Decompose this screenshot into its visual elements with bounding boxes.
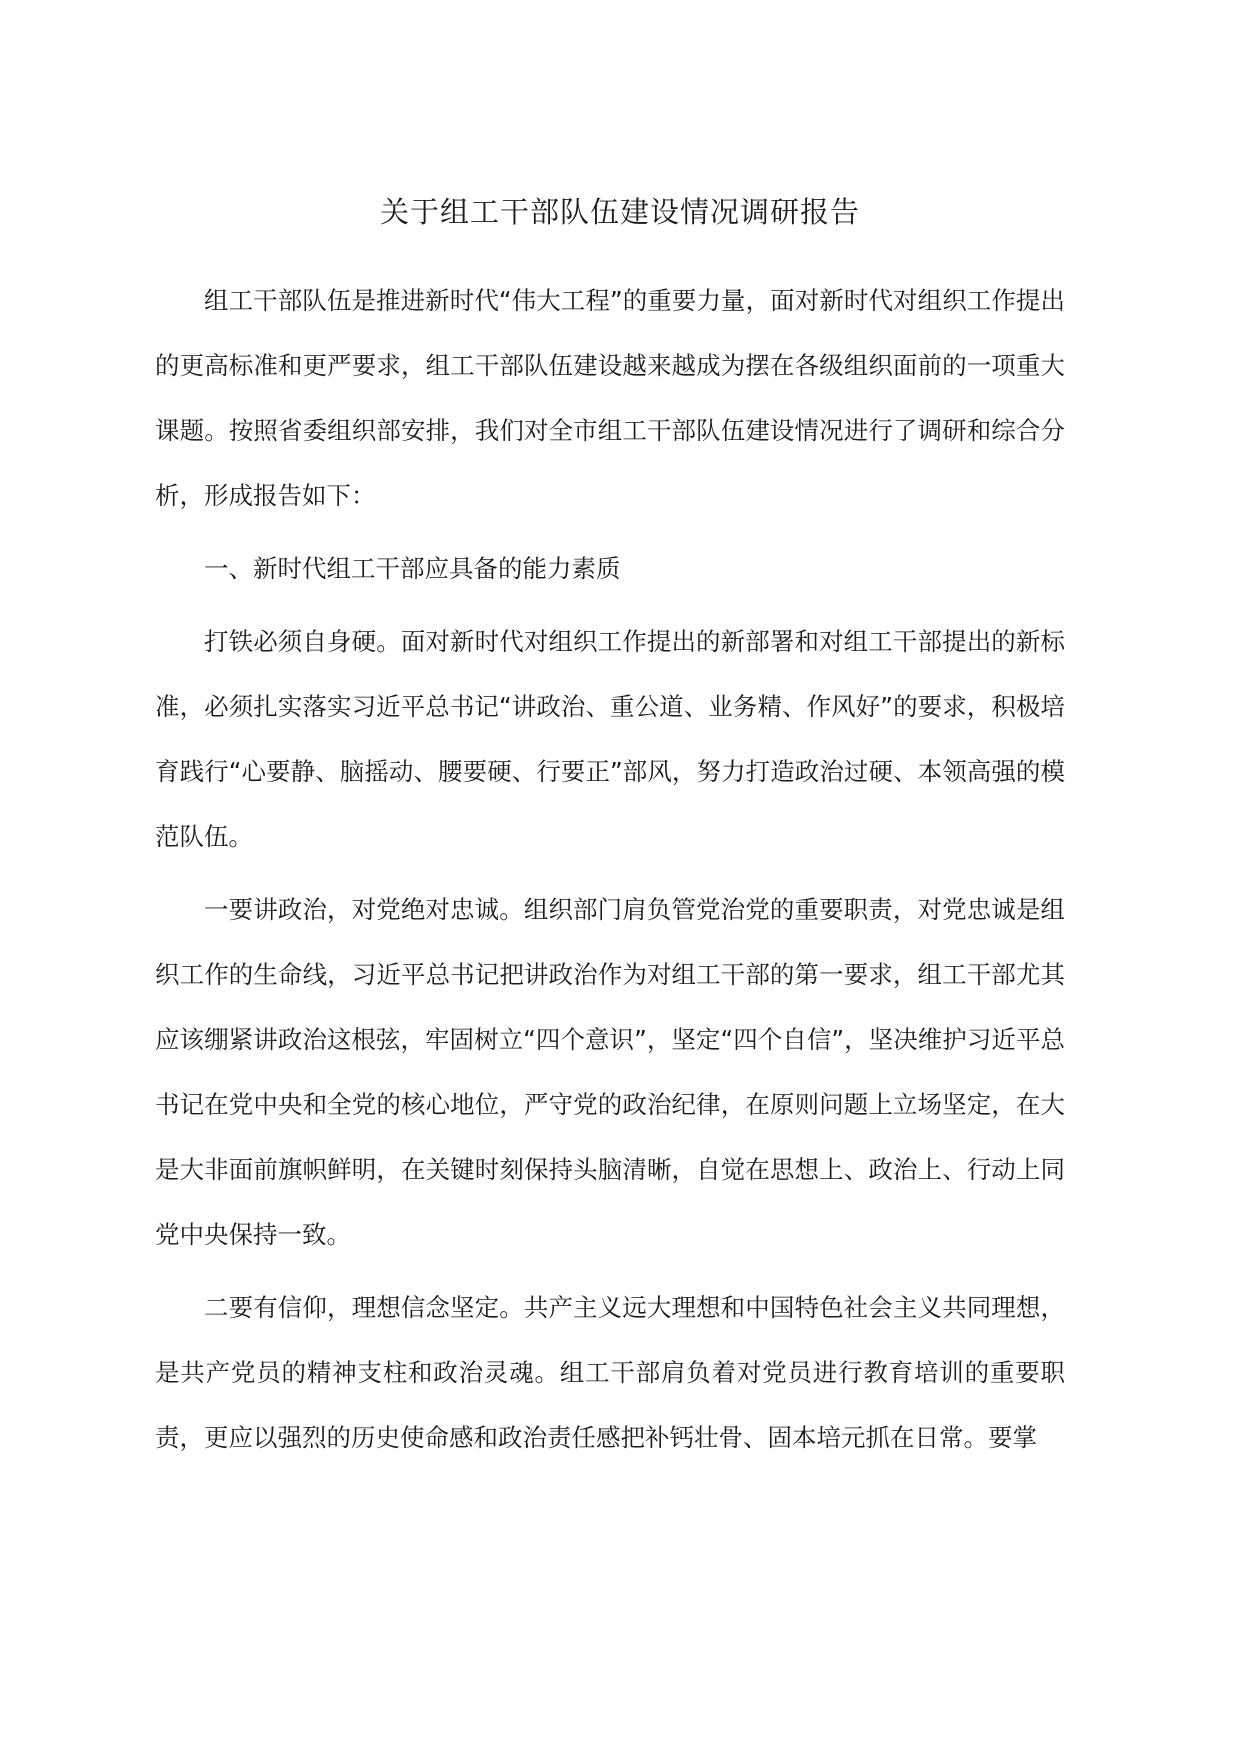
paragraph-overview: 打铁必须自身硬。面对新时代对组织工作提出的新部署和对组工干部提出的新标准，必须扎实落实习近平总书记“讲政治、重公道、业务精、作风好”的要求，积极培育践行“心要静、脑摇动、腰要硬、行要正”部风，努力打造政治过硬、本领高强的模范队伍。 xyxy=(155,627,1065,851)
section-heading-1: 一、新时代组工干部应具备的能力素质 xyxy=(204,554,621,583)
document-title: 关于组工干部队伍建设情况调研报告 xyxy=(379,195,860,229)
document-body xyxy=(155,268,1065,1478)
paragraph-point-2: 二要有信仰，理想信念坚定。共产主义远大理想和中国特色社会主义共同理想，是共产党员的精神支柱和政治灵魂。组工干部肩负着对党员进行教育培训的重要职责，更应以强烈的历史使命感和政治责任感把补钙壮骨、固本培元抓在日常。要掌 xyxy=(155,1293,1065,1452)
paragraph-intro: 组工干部队伍是推进新时代“伟大工程”的重要力量，面对新时代对组织工作提出的更高标准和更严要求，组工干部队伍建设越来越成为摆在各级组织面前的一项重大课题。按照省委组织部安排，我们对全市组工干部队伍建设情况进行了调研和综合分析，形成报告如下： xyxy=(155,286,1065,510)
paragraph-point-1: 一要讲政治，对党绝对忠诚。组织部门肩负管党治党的重要职责，对党忠诚是组织工作的生命线，习近平总书记把讲政治作为对组工干部的第一要求，组工干部尤其应该绷紧讲政治这根弦，牢固树立“四个意识”，坚定“四个自信”，坚决维护习近平总书记在党中央和全党的核心地位，严守党的政治纪律，在原则问题上立场坚定，在大是大非面前旗帜鲜明，在关键时刻保持头脑清晰，自觉在思想上、政治上、行动上同党中央保持一致。 xyxy=(155,895,1065,1249)
